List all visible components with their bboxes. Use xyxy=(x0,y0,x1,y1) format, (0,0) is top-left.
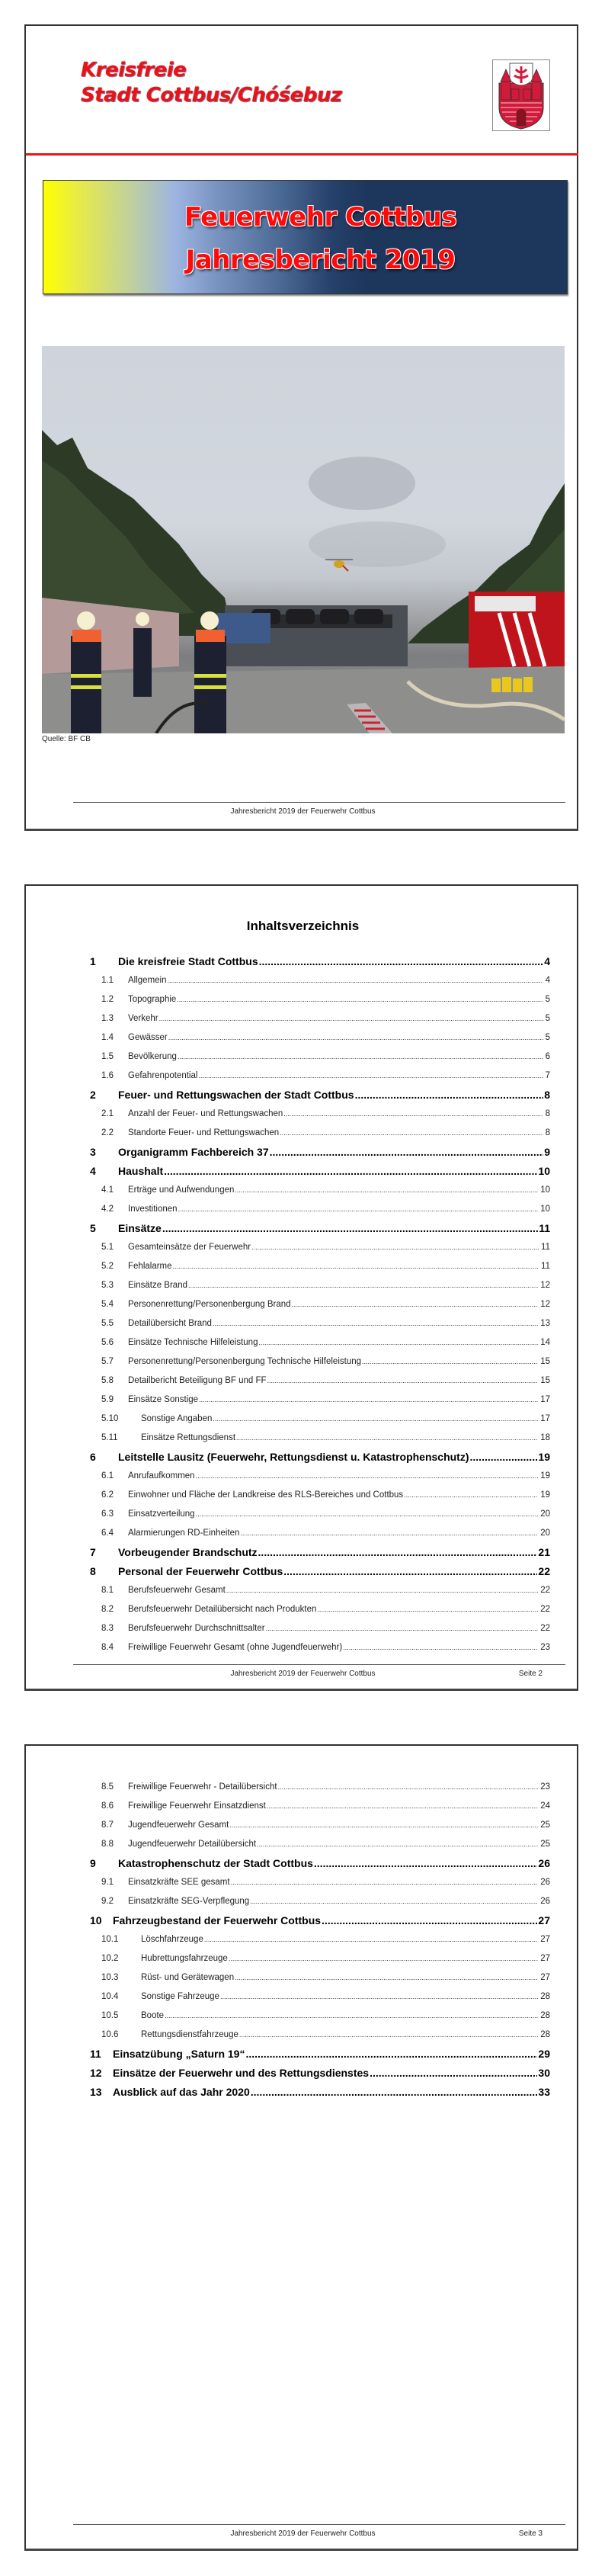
toc-dot-leader xyxy=(196,1510,539,1518)
toc-entry-number: 10.5 xyxy=(101,2010,119,2020)
footer-page-number: Seite 2 xyxy=(518,1670,543,1678)
toc-entry-title: Verkehr xyxy=(128,1013,158,1023)
toc-entry-title: Die kreisfreie Stadt Cottbus xyxy=(118,954,258,967)
toc-dot-leader xyxy=(270,1146,544,1158)
toc-entry[interactable] xyxy=(90,1180,550,1199)
toc-entry[interactable] xyxy=(90,1466,550,1485)
toc-dot-leader xyxy=(251,1243,539,1251)
city-name-line-2: Stadt Cottbus/Chóśebuz xyxy=(81,84,342,107)
toc-entry-number: 4 xyxy=(90,1164,96,1177)
toc-entry[interactable] xyxy=(90,1275,550,1294)
toc-entry-title: Jugendfeuerwehr Detailübersicht xyxy=(128,1839,257,1849)
toc-entry[interactable] xyxy=(90,1599,550,1618)
toc-entry-number: 1.1 xyxy=(101,975,114,985)
toc-entry-title: Rüst- und Gerätewagen xyxy=(141,1972,235,1982)
toc-entry-number: 6.2 xyxy=(101,1490,114,1500)
toc-dot-leader xyxy=(266,1625,539,1632)
toc-entry-number: 8 xyxy=(90,1564,96,1577)
toc-entry-title: Personal der Feuerwehr Cottbus xyxy=(118,1564,283,1577)
toc-entry-title: Jugendfeuerwehr Gesamt xyxy=(128,1820,229,1830)
toc-entry-number: 8.5 xyxy=(101,1782,114,1792)
toc-entry[interactable] xyxy=(90,1142,550,1161)
toc-entry-title: Detailübersicht Brand xyxy=(128,1318,212,1328)
toc-entry-title: Löschfahrzeuge xyxy=(141,1934,203,1944)
toc-dot-leader xyxy=(278,1783,539,1791)
toc-entry-title: Fehlalarme xyxy=(128,1261,172,1271)
footer-page-number: Seite 3 xyxy=(518,2529,543,2538)
toc-dot-leader xyxy=(213,1415,538,1423)
toc-entry[interactable] xyxy=(90,1618,550,1638)
toc-entry-number: 7 xyxy=(90,1545,96,1558)
toc-entry-title: Einsätze der Feuerwehr und des Rettungsdienstes xyxy=(113,2066,370,2079)
toc-entry-title: Einsätze Rettungsdienst xyxy=(141,1432,236,1442)
toc-entry[interactable] xyxy=(90,1580,550,1599)
toc-entry-number: 4.1 xyxy=(101,1185,114,1195)
toc-entry[interactable] xyxy=(90,2082,550,2101)
toc-entry-number: 8.2 xyxy=(101,1604,114,1614)
toc-entry-number: 10.2 xyxy=(101,1953,119,1963)
toc-entry[interactable] xyxy=(90,1891,550,1910)
toc-entry[interactable] xyxy=(90,1237,550,1256)
toc-entry[interactable] xyxy=(90,2025,550,2044)
toc-entry[interactable] xyxy=(90,1504,550,1523)
toc-entry-page: 27 xyxy=(540,1953,550,1963)
toc-list xyxy=(90,1777,550,2101)
toc-entry-title: Einsatzkräfte SEE gesamt xyxy=(128,1877,230,1887)
toc-entry[interactable] xyxy=(90,1256,550,1275)
toc-entry[interactable] xyxy=(90,1949,550,1968)
toc-entry-page: 4 xyxy=(544,954,550,967)
toc-dot-leader xyxy=(236,1434,538,1442)
toc-entry-page: 28 xyxy=(540,2010,550,2020)
toc-dot-leader xyxy=(235,1186,538,1194)
toc-entry-number: 9.2 xyxy=(101,1896,114,1906)
toc-entry-number: 1.6 xyxy=(101,1070,114,1080)
footer-text: Jahresbericht 2019 der Feuerwehr Cottbus xyxy=(230,1670,376,1678)
footer-text: Jahresbericht 2019 der Feuerwehr Cottbus xyxy=(230,2529,376,2538)
toc-entry-page: 20 xyxy=(540,1528,550,1538)
toc-entry[interactable] xyxy=(90,1161,550,1180)
footer-rule xyxy=(73,802,565,803)
toc-entry-page: 5 xyxy=(545,1032,550,1042)
toc-entry-page: 5 xyxy=(545,994,550,1004)
toc-dot-leader xyxy=(292,1301,539,1308)
toc-entry-title: Anzahl der Feuer- und Rettungswachen xyxy=(128,1108,283,1118)
toc-entry-page: 4 xyxy=(545,975,550,985)
header-red-rule xyxy=(26,153,578,156)
toc-entry[interactable] xyxy=(90,951,550,970)
toc-entry[interactable] xyxy=(90,1485,550,1504)
toc-entry-title: Einwohner und Fläche der Landkreise des RLS-Bereiches und Cottbus xyxy=(128,1490,404,1500)
page-1-cover xyxy=(24,24,578,831)
toc-entry-title: Standorte Feuer- und Rettungswachen xyxy=(128,1128,280,1137)
toc-entry-page: 6 xyxy=(545,1051,550,1061)
toc-dot-leader xyxy=(251,2086,538,2098)
toc-entry-page: 12 xyxy=(540,1299,550,1309)
toc-entry-number: 10.6 xyxy=(101,2029,119,2039)
toc-dot-leader xyxy=(231,1878,539,1886)
toc-dot-leader xyxy=(220,1993,538,2000)
toc-entry-page: 10 xyxy=(538,1164,550,1177)
toc-entry-title: Katastrophenschutz der Stadt Cottbus xyxy=(118,1856,313,1869)
toc-entry-number: 5.6 xyxy=(101,1337,114,1347)
toc-entry-number: 10.4 xyxy=(101,1991,119,2001)
toc-entry-page: 12 xyxy=(540,1280,550,1290)
toc-dot-leader xyxy=(178,1205,539,1213)
toc-entry[interactable] xyxy=(90,1428,550,1447)
toc-entry-title: Investitionen xyxy=(128,1204,178,1214)
toc-entry-number: 6 xyxy=(90,1450,96,1463)
toc-entry-page: 27 xyxy=(538,1914,550,1926)
city-name xyxy=(81,58,342,108)
toc-entry[interactable] xyxy=(90,1047,550,1066)
toc-entry-number: 8.8 xyxy=(101,1839,114,1849)
toc-dot-leader xyxy=(164,1165,537,1177)
banner-title: Feuerwehr Cottbus xyxy=(184,202,457,233)
toc-entry-number: 9.1 xyxy=(101,1877,114,1887)
toc-dot-leader xyxy=(362,1358,538,1365)
toc-entry-title: Erträge und Aufwendungen xyxy=(128,1185,235,1195)
toc-entry[interactable] xyxy=(90,1638,550,1657)
toc-dot-leader xyxy=(226,1586,538,1594)
toc-entry-title: Einsatzkräfte SEG-Verpflegung xyxy=(128,1896,250,1906)
toc-entry-page: 26 xyxy=(540,1877,550,1887)
toc-dot-leader xyxy=(258,1339,538,1346)
toc-entry-page: 22 xyxy=(540,1604,550,1614)
toc-dot-leader xyxy=(235,1974,538,1981)
toc-entry-page: 14 xyxy=(540,1337,550,1347)
toc-entry-page: 11 xyxy=(539,1221,550,1234)
toc-entry[interactable] xyxy=(90,2006,550,2025)
toc-entry-page: 28 xyxy=(540,2029,550,2039)
toc-entry-title: Bevölkerung xyxy=(128,1051,177,1061)
toc-entry-title: Gefahrenpotential xyxy=(128,1070,198,1080)
toc-dot-leader xyxy=(404,1491,538,1499)
toc-entry-number: 5.9 xyxy=(101,1394,114,1404)
toc-dot-leader xyxy=(204,1936,538,1943)
title-banner xyxy=(43,180,568,294)
toc-entry-number: 3 xyxy=(90,1145,96,1158)
toc-dot-leader xyxy=(168,977,543,984)
toc-entry-page: 26 xyxy=(538,1856,550,1869)
toc-entry-page: 8 xyxy=(545,1128,550,1137)
toc-entry-number: 4.2 xyxy=(101,1204,114,1214)
toc-entry[interactable] xyxy=(90,1930,550,1949)
toc-entry-title: Allgemein xyxy=(128,975,167,985)
toc-entry[interactable] xyxy=(90,1853,550,1872)
toc-entry-number: 8.6 xyxy=(101,1801,114,1811)
toc-entry-number: 10 xyxy=(90,1914,102,1926)
toc-dot-leader xyxy=(258,1546,538,1558)
toc-dot-leader xyxy=(322,1914,537,1926)
toc-dot-leader xyxy=(314,1857,538,1869)
toc-entry-title: Freiwillige Feuerwehr Einsatzdienst xyxy=(128,1801,266,1811)
toc-entry-title: Alarmierungen RD-Einheiten xyxy=(128,1528,240,1538)
toc-entry-number: 1.4 xyxy=(101,1032,114,1042)
toc-dot-leader xyxy=(283,1110,543,1118)
toc-entry-number: 5.8 xyxy=(101,1375,114,1385)
toc-entry[interactable] xyxy=(90,1333,550,1352)
toc-entry-title: Freiwillige Feuerwehr - Detailübersicht xyxy=(128,1782,277,1792)
toc-entry-number: 9 xyxy=(90,1856,96,1869)
toc-entry-page: 27 xyxy=(540,1972,550,1982)
toc-entry-page: 7 xyxy=(545,1070,550,1080)
photo-caption: Quelle: BF CB xyxy=(42,735,91,743)
toc-entry-title: Boote xyxy=(141,2010,165,2020)
toc-dot-leader xyxy=(213,1320,538,1327)
toc-entry[interactable] xyxy=(90,1028,550,1047)
toc-entry[interactable] xyxy=(90,990,550,1009)
footer-text: Jahresbericht 2019 der Feuerwehr Cottbus xyxy=(230,807,376,816)
toc-entry-number: 2 xyxy=(90,1088,96,1101)
footer-rule xyxy=(73,1664,565,1665)
toc-entry-page: 33 xyxy=(538,2085,550,2098)
toc-entry-page: 23 xyxy=(540,1782,550,1792)
toc-entry-page: 22 xyxy=(540,1623,550,1633)
toc-entry[interactable] xyxy=(90,1834,550,1853)
toc-entry[interactable] xyxy=(90,1371,550,1390)
toc-entry-title: Personenrettung/Personenbergung Technische Hilfeleistung xyxy=(128,1356,362,1366)
toc-entry-number: 5.10 xyxy=(101,1413,119,1423)
toc-dot-leader xyxy=(370,2067,537,2079)
toc-entry[interactable] xyxy=(90,1390,550,1409)
toc-entry[interactable] xyxy=(90,970,550,990)
page-2-toc xyxy=(24,884,578,1691)
toc-entry-title: Personenrettung/Personenbergung Brand xyxy=(128,1299,291,1309)
toc-dot-leader xyxy=(317,1606,538,1613)
toc-dot-leader xyxy=(470,1451,538,1463)
banner-subtitle: Jahresbericht 2019 xyxy=(185,245,456,275)
toc-dot-leader xyxy=(259,955,544,967)
toc-entry[interactable] xyxy=(90,1447,550,1466)
toc-entry-title: Gewässer xyxy=(128,1032,168,1042)
toc-dot-leader xyxy=(229,1955,538,1962)
toc-entry-page: 8 xyxy=(545,1108,550,1118)
toc-entry-page: 11 xyxy=(541,1261,550,1271)
footer-rule xyxy=(73,2524,565,2525)
toc-entry[interactable] xyxy=(90,1542,550,1561)
toc-entry-title: Einsätze Sonstige xyxy=(128,1394,199,1404)
toc-entry-number: 5.11 xyxy=(101,1432,118,1442)
toc-entry-page: 21 xyxy=(538,1545,550,1558)
toc-entry[interactable] xyxy=(90,1352,550,1371)
toc-title: Inhaltsverzeichnis xyxy=(246,919,360,933)
toc-entry[interactable] xyxy=(90,1409,550,1428)
toc-dot-leader xyxy=(198,1072,543,1079)
toc-entry-number: 12 xyxy=(90,2066,102,2079)
toc-entry-title: Vorbeugender Brandschutz xyxy=(118,1545,258,1558)
toc-entry-number: 5 xyxy=(90,1221,96,1234)
coat-of-arms-icon xyxy=(492,59,550,131)
toc-entry-number: 5.3 xyxy=(101,1280,114,1290)
toc-entry-page: 27 xyxy=(540,1934,550,1944)
toc-entry-page: 17 xyxy=(540,1394,550,1404)
toc-entry-page: 22 xyxy=(538,1564,550,1577)
toc-entry-title: Berufsfeuerwehr Gesamt xyxy=(128,1585,226,1595)
toc-dot-leader xyxy=(229,1821,538,1829)
toc-entry-page: 20 xyxy=(540,1509,550,1519)
toc-entry-page: 13 xyxy=(540,1318,550,1328)
toc-entry-title: Rettungsdienstfahrzeuge xyxy=(141,2029,238,2039)
toc-entry-page: 28 xyxy=(540,1991,550,2001)
toc-entry[interactable] xyxy=(90,1314,550,1333)
toc-dot-leader xyxy=(173,1262,539,1270)
toc-entry[interactable] xyxy=(90,2063,550,2082)
toc-dot-leader xyxy=(199,1396,538,1403)
toc-entry-page: 25 xyxy=(540,1839,550,1849)
toc-dot-leader xyxy=(240,1529,538,1537)
toc-entry-number: 10.3 xyxy=(101,1972,119,1982)
toc-entry-number: 5.1 xyxy=(101,1242,114,1252)
toc-dot-leader xyxy=(196,1472,539,1480)
toc-dot-leader xyxy=(267,1802,538,1810)
toc-dot-leader xyxy=(257,1840,538,1848)
toc-entry-number: 6.4 xyxy=(101,1528,114,1538)
toc-dot-leader xyxy=(283,1565,537,1577)
toc-dot-leader xyxy=(250,1898,538,1905)
toc-entry-title: Organigramm Fachbereich 37 xyxy=(118,1145,269,1158)
toc-entry-page: 15 xyxy=(540,1375,550,1385)
toc-entry-page: 5 xyxy=(545,1013,550,1023)
toc-dot-leader xyxy=(355,1089,544,1101)
toc-entry-page: 17 xyxy=(540,1413,550,1423)
toc-dot-leader xyxy=(159,1015,543,1022)
toc-entry-title: Leitstelle Lausitz (Feuerwehr, Rettungsdienst u. Katastrophenschutz) xyxy=(118,1450,469,1463)
toc-entry-number: 13 xyxy=(90,2085,102,2098)
toc-entry[interactable] xyxy=(90,1294,550,1314)
page-3-toc xyxy=(24,1744,578,2551)
toc-entry-number: 8.7 xyxy=(101,1820,114,1830)
toc-entry-page: 29 xyxy=(538,2047,550,2060)
toc-entry-number: 8.3 xyxy=(101,1623,114,1633)
toc-dot-leader xyxy=(280,1129,543,1137)
toc-entry[interactable] xyxy=(90,1561,550,1580)
toc-entry-title: Einsatzübung „Saturn 19“ xyxy=(113,2047,245,2060)
toc-entry[interactable] xyxy=(90,1218,550,1237)
toc-entry[interactable] xyxy=(90,1123,550,1142)
toc-dot-leader xyxy=(267,1377,539,1384)
toc-entry-number: 6.1 xyxy=(101,1471,114,1480)
toc-entry-number: 1.5 xyxy=(101,1051,114,1061)
toc-entry-title: Berufsfeuerwehr Durchschnittsalter xyxy=(128,1623,265,1633)
toc-dot-leader xyxy=(165,2012,538,2019)
toc-entry-number: 10.1 xyxy=(101,1934,119,1944)
city-name-line-1: Kreisfreie xyxy=(81,59,187,82)
toc-entry-page: 11 xyxy=(541,1242,550,1252)
toc-entry[interactable] xyxy=(90,1815,550,1834)
toc-entry-page: 8 xyxy=(544,1088,550,1101)
toc-entry-title: Einsatzverteilung xyxy=(128,1509,195,1519)
toc-entry-title: Haushalt xyxy=(118,1164,164,1177)
toc-dot-leader xyxy=(343,1644,538,1651)
toc-list xyxy=(90,951,550,1657)
toc-entry-title: Topographie xyxy=(128,994,177,1004)
toc-entry-title: Hubrettungsfahrzeuge xyxy=(141,1953,228,1963)
toc-entry[interactable] xyxy=(90,1968,550,1987)
toc-entry-title: Sonstige Fahrzeuge xyxy=(141,1991,219,2001)
toc-entry-title: Detailbericht Beteiligung BF und FF xyxy=(128,1375,267,1385)
toc-entry-title: Sonstige Angaben xyxy=(141,1413,213,1423)
toc-entry-number: 5.2 xyxy=(101,1261,114,1271)
toc-entry-number: 5.4 xyxy=(101,1299,114,1309)
toc-entry[interactable] xyxy=(90,1085,550,1104)
toc-dot-leader xyxy=(188,1282,538,1289)
toc-entry[interactable] xyxy=(90,1872,550,1891)
toc-entry[interactable] xyxy=(90,1777,550,1796)
toc-entry[interactable] xyxy=(90,1796,550,1815)
cover-photo xyxy=(42,346,565,733)
toc-entry-page: 19 xyxy=(540,1471,550,1480)
toc-dot-leader xyxy=(177,996,543,1003)
toc-entry-page: 19 xyxy=(538,1450,550,1463)
toc-entry-title: Anrufaufkommen xyxy=(128,1471,195,1480)
toc-entry-number: 8.4 xyxy=(101,1642,114,1652)
toc-entry-page: 26 xyxy=(540,1896,550,1906)
toc-entry[interactable] xyxy=(90,1066,550,1085)
toc-entry[interactable] xyxy=(90,1910,550,1930)
toc-entry[interactable] xyxy=(90,1987,550,2006)
toc-entry-page: 18 xyxy=(540,1432,550,1442)
toc-entry-title: Einsätze Brand xyxy=(128,1280,187,1290)
toc-entry-title: Ausblick auf das Jahr 2020 xyxy=(113,2085,250,2098)
toc-entry-page: 24 xyxy=(540,1801,550,1811)
toc-entry-page: 10 xyxy=(540,1185,550,1195)
toc-entry-page: 22 xyxy=(540,1585,550,1595)
toc-entry[interactable] xyxy=(90,1009,550,1028)
toc-dot-leader xyxy=(245,2048,537,2060)
toc-entry-number: 8.1 xyxy=(101,1585,114,1595)
toc-entry-title: Einsätze xyxy=(118,1221,162,1234)
toc-entry-page: 15 xyxy=(540,1356,550,1366)
toc-entry[interactable] xyxy=(90,2044,550,2063)
toc-entry-page: 10 xyxy=(540,1204,550,1214)
toc-entry-title: Berufsfeuerwehr Detailübersicht nach Produkten xyxy=(128,1604,317,1614)
toc-entry[interactable] xyxy=(90,1199,550,1218)
toc-entry-number: 1 xyxy=(90,954,96,967)
toc-entry-number: 1.3 xyxy=(101,1013,114,1023)
toc-entry-number: 1.2 xyxy=(101,994,114,1004)
toc-entry-title: Fahrzeugbestand der Feuerwehr Cottbus xyxy=(113,1914,322,1926)
toc-entry-number: 2.1 xyxy=(101,1108,114,1118)
toc-dot-leader xyxy=(239,2031,538,2039)
toc-dot-leader xyxy=(178,1053,543,1060)
toc-entry-page: 23 xyxy=(540,1642,550,1652)
toc-entry-page: 19 xyxy=(540,1490,550,1500)
toc-entry-page: 30 xyxy=(538,2066,550,2079)
toc-entry-page: 25 xyxy=(540,1820,550,1830)
toc-entry-number: 11 xyxy=(90,2047,101,2060)
toc-entry-number: 6.3 xyxy=(101,1509,114,1519)
toc-entry-number: 5.5 xyxy=(101,1318,114,1328)
toc-entry[interactable] xyxy=(90,1523,550,1542)
toc-entry-number: 2.2 xyxy=(101,1128,114,1137)
toc-entry-page: 9 xyxy=(544,1145,550,1158)
toc-dot-leader xyxy=(168,1034,543,1041)
toc-entry-title: Feuer- und Rettungswachen der Stadt Cottbus xyxy=(118,1088,354,1101)
toc-entry-number: 5.7 xyxy=(101,1356,114,1366)
toc-entry-title: Einsätze Technische Hilfeleistung xyxy=(128,1337,258,1347)
toc-entry-title: Gesamteinsätze der Feuerwehr xyxy=(128,1242,251,1252)
toc-entry[interactable] xyxy=(90,1104,550,1123)
toc-dot-leader xyxy=(162,1222,538,1234)
toc-entry-title: Freiwillige Feuerwehr Gesamt (ohne Jugendfeuerwehr) xyxy=(128,1642,343,1652)
